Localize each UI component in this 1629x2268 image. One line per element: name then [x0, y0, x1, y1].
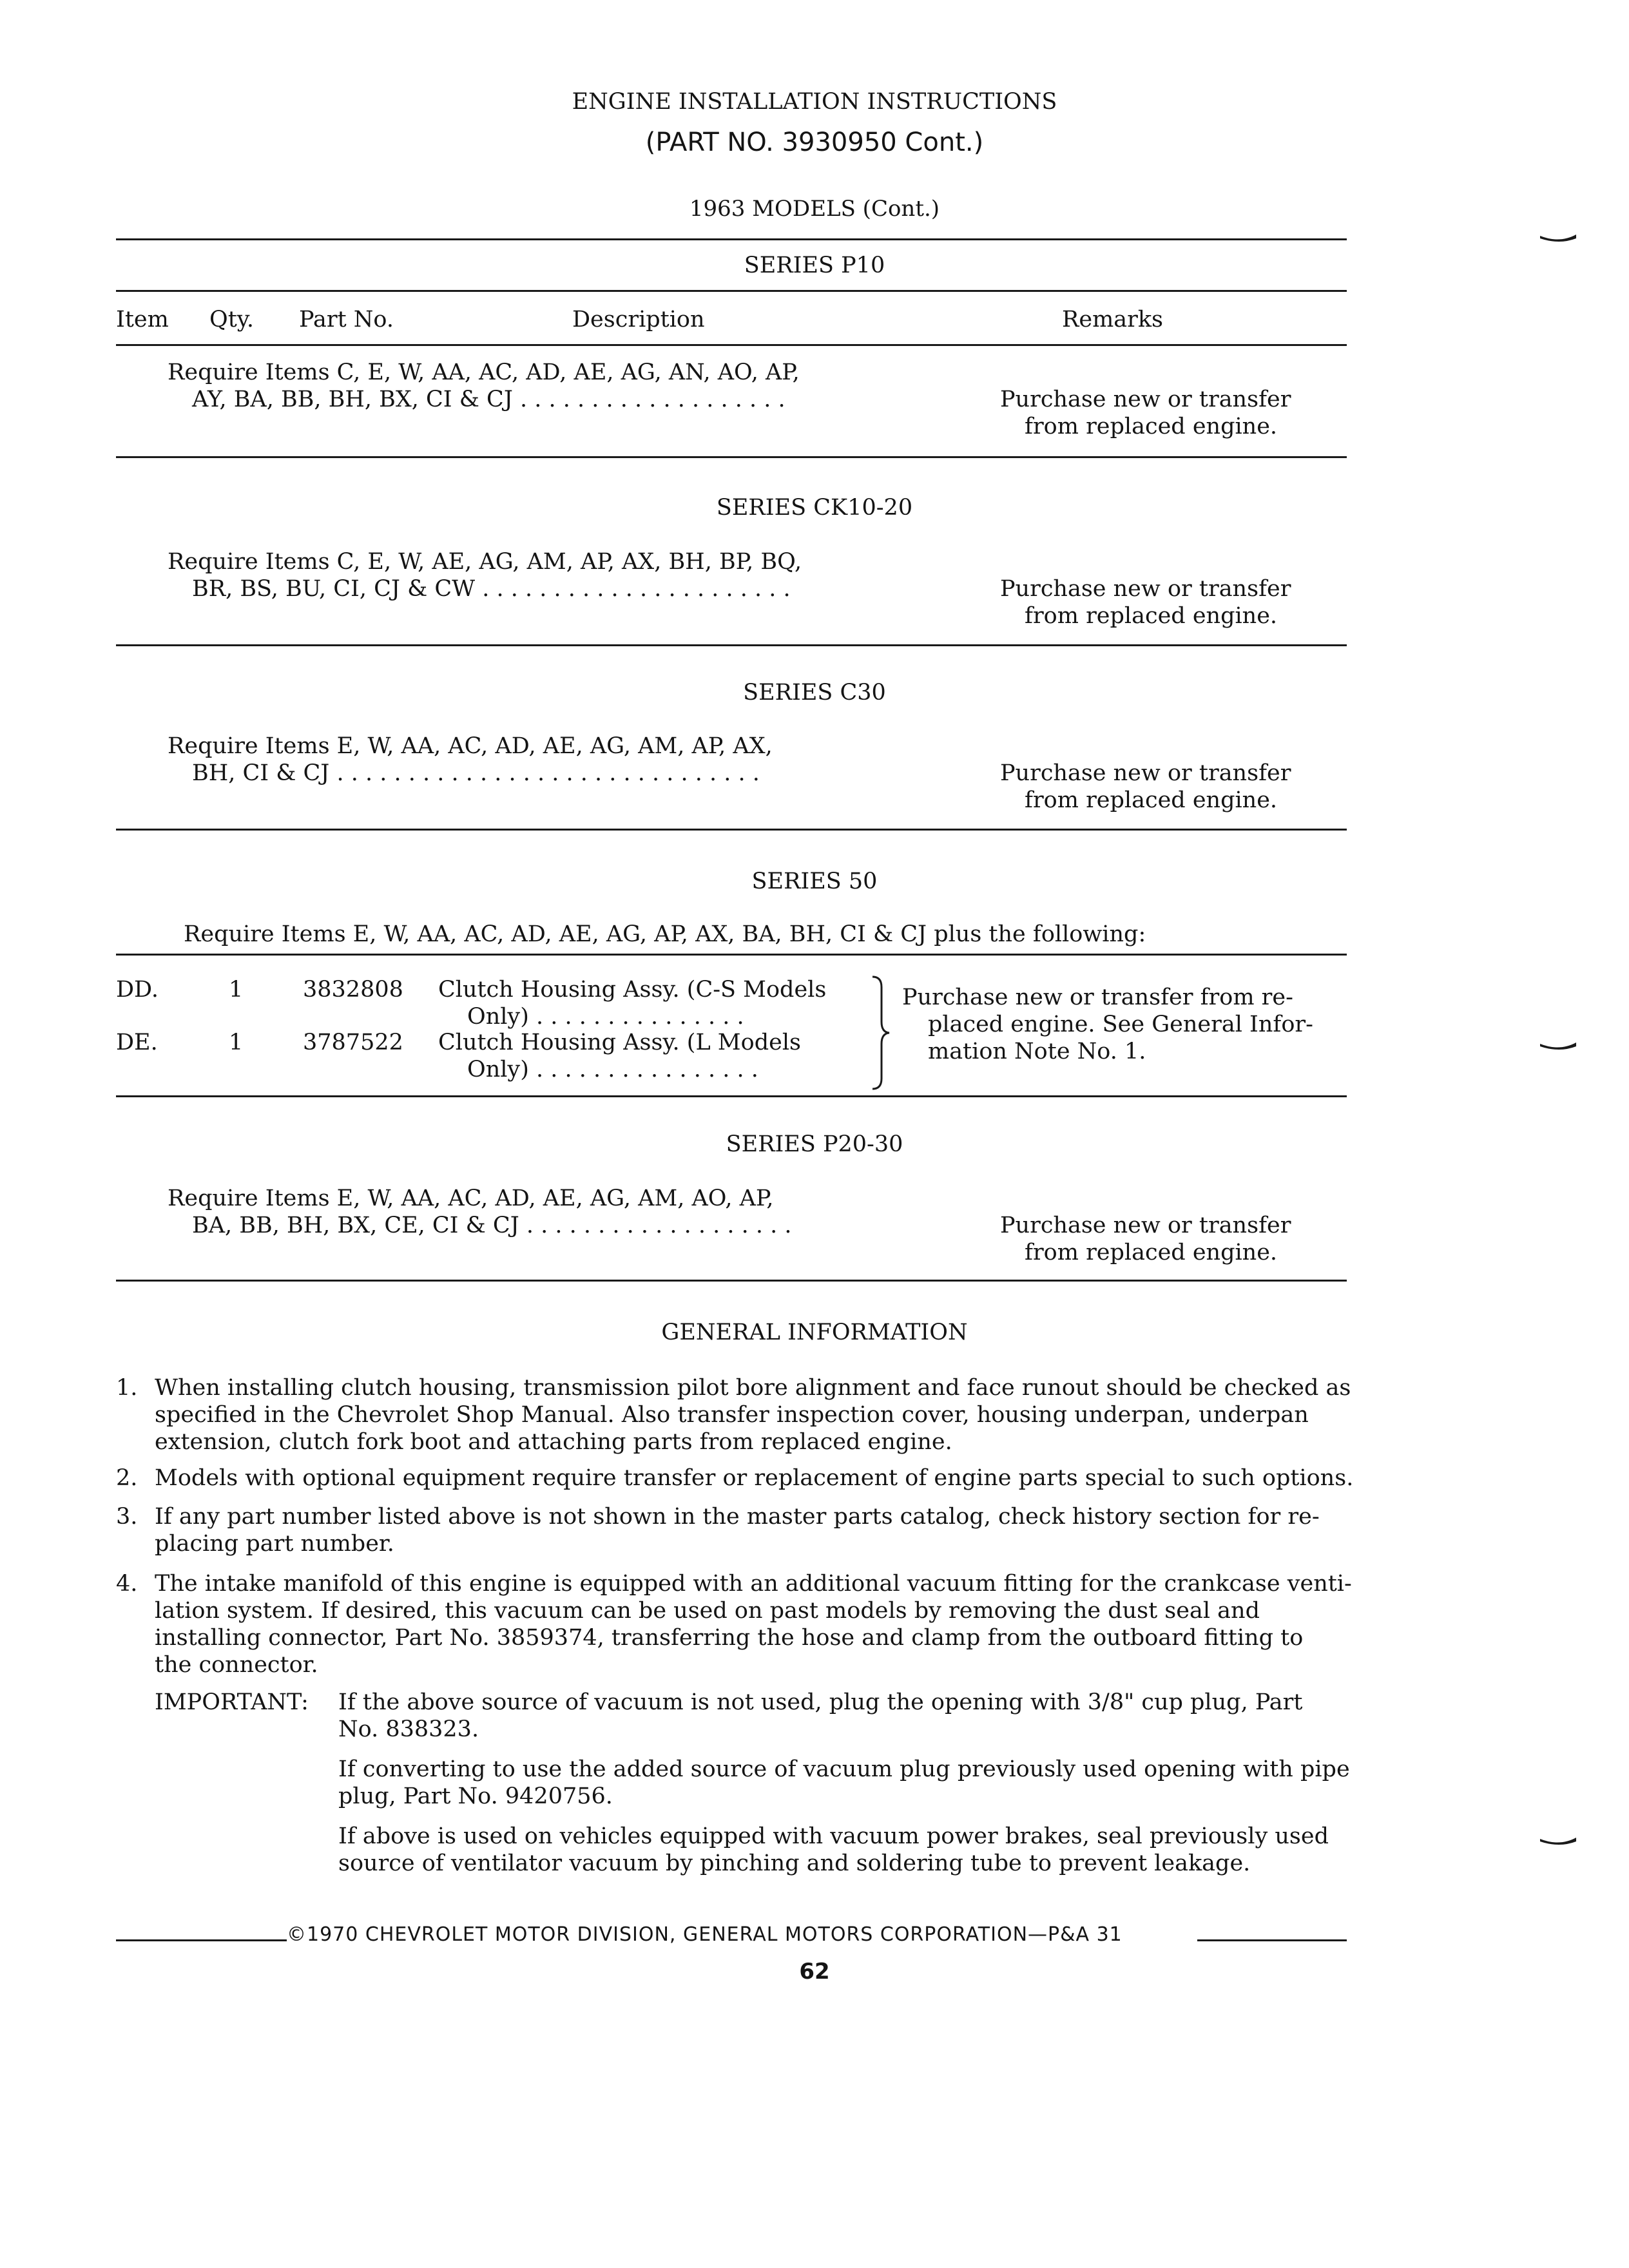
note-2-line1: Models with optional equipment require transfer or replacement of engine parts special to such options.: [155, 1465, 1354, 1491]
column-header-part-no: Part No.: [299, 307, 394, 332]
footer-rule-left: [116, 1939, 287, 1941]
series-p10-remark-line2: from replaced engine.: [1025, 414, 1278, 439]
general-info-title: GENERAL INFORMATION: [661, 1320, 968, 1345]
series-p10-require-line1: Require Items C, E, W, AA, AC, AD, AE, AG, AN, AO, AP,: [168, 360, 800, 385]
divider: [116, 344, 1347, 346]
edge-mark: [1540, 233, 1577, 245]
note-4-line2: lation system. If desired, this vacuum can be used on past models by removing the dust seal and: [155, 1598, 1260, 1624]
series-50-row-dd-qty: 1: [229, 977, 244, 1003]
divider: [116, 1280, 1347, 1282]
series-ck10-remark-line2: from replaced engine.: [1025, 603, 1278, 629]
divider: [116, 829, 1347, 831]
part-number-heading: (PART NO. 3930950 Cont.): [645, 128, 984, 157]
edge-mark: [1540, 1836, 1577, 1848]
series-ck10-require-line2: BR, BS, BU, CI, CJ & CW . . . . . . . . . . . . . . . . . . . . . .: [192, 576, 791, 602]
series-c30-require-line2: BH, CI & CJ . . . . . . . . . . . . . . . . . . . . . . . . . . . . . .: [192, 760, 760, 786]
series-p10-require-line2: AY, BA, BB, BH, BX, CI & CJ . . . . . . . . . . . . . . . . . . .: [192, 387, 786, 412]
series-p10-title: SERIES P10: [744, 253, 885, 278]
series-p20-remark-line2: from replaced engine.: [1025, 1240, 1278, 1265]
series-50-row-de-desc2: Only) . . . . . . . . . . . . . . . .: [467, 1057, 758, 1082]
important-3-line2: source of ventilator vacuum by pinching and soldering tube to prevent leakage.: [338, 1850, 1251, 1876]
note-number: 3.: [116, 1504, 138, 1530]
series-50-remark-line3: mation Note No. 1.: [928, 1039, 1146, 1064]
important-label: IMPORTANT:: [155, 1689, 309, 1715]
divider: [116, 1095, 1347, 1097]
note-1-line1: When installing clutch housing, transmission pilot bore alignment and face runout should be checked as: [155, 1375, 1351, 1401]
note-1-line2: specified in the Chevrolet Shop Manual. Also transfer inspection cover, housing underpan, underpan: [155, 1402, 1309, 1428]
note-3-line2: placing part number.: [155, 1531, 394, 1557]
series-50-title: SERIES 50: [751, 869, 878, 894]
important-2-line1: If converting to use the added source of vacuum plug previously used opening with pipe: [338, 1756, 1350, 1782]
series-p10-remark-line1: Purchase new or transfer: [1000, 387, 1291, 412]
edge-mark: [1540, 1041, 1577, 1053]
important-3-line1: If above is used on vehicles equipped with vacuum power brakes, seal previously used: [338, 1823, 1329, 1849]
series-50-remark-line1: Purchase new or transfer from re-: [902, 985, 1293, 1010]
column-header-description: Description: [572, 307, 705, 332]
doc-title: ENGINE INSTALLATION INSTRUCTIONS: [572, 89, 1057, 115]
series-50-remark-line2: placed engine. See General Infor-: [928, 1012, 1313, 1037]
series-c30-remark-line2: from replaced engine.: [1025, 787, 1278, 813]
series-ck10-remark-line1: Purchase new or transfer: [1000, 576, 1291, 602]
footer-rule-right: [1197, 1939, 1347, 1941]
series-ck10-title: SERIES CK10-20: [716, 495, 913, 521]
series-p20-require-line1: Require Items E, W, AA, AC, AD, AE, AG, AM, AO, AP,: [168, 1186, 774, 1211]
series-50-row-dd-item: DD.: [116, 977, 159, 1003]
series-c30-require-line1: Require Items E, W, AA, AC, AD, AE, AG, AM, AP, AX,: [168, 733, 773, 759]
column-header-remarks: Remarks: [1062, 307, 1164, 332]
series-c30-title: SERIES C30: [743, 680, 886, 706]
series-50-row-de-item: DE.: [116, 1030, 158, 1055]
note-3-line1: If any part number listed above is not shown in the master parts catalog, check history section for re-: [155, 1504, 1320, 1530]
column-header-item: Item: [116, 307, 169, 332]
note-1-line3: extension, clutch fork boot and attaching parts from replaced engine.: [155, 1429, 952, 1455]
note-number: 1.: [116, 1375, 138, 1401]
note-4-line1: The intake manifold of this engine is equipped with an additional vacuum fitting for the crankcase venti-: [155, 1571, 1352, 1597]
divider: [116, 954, 1347, 956]
footer-copyright: ©1970 CHEVROLET MOTOR DIVISION, GENERAL MOTORS CORPORATION—P&A 31: [287, 1923, 1123, 1946]
column-header-qty: Qty.: [209, 307, 255, 332]
series-50-row-dd-desc1: Clutch Housing Assy. (C-S Models: [438, 977, 827, 1003]
note-number: 2.: [116, 1465, 138, 1491]
series-50-row-de-qty: 1: [229, 1030, 244, 1055]
divider: [116, 238, 1347, 240]
series-50-row-dd-desc2: Only) . . . . . . . . . . . . . . .: [467, 1004, 744, 1030]
series-50-row-dd-part: 3832808: [303, 977, 403, 1003]
important-2-line2: plug, Part No. 9420756.: [338, 1783, 613, 1809]
brace-mark: [863, 973, 902, 1093]
note-number: 4.: [116, 1571, 138, 1597]
divider: [116, 290, 1347, 292]
series-p20-require-line2: BA, BB, BH, BX, CE, CI & CJ . . . . . . . . . . . . . . . . . . .: [192, 1213, 792, 1238]
series-50-require: Require Items E, W, AA, AC, AD, AE, AG, AP, AX, BA, BH, CI & CJ plus the following:: [184, 921, 1146, 947]
series-50-row-de-part: 3787522: [303, 1030, 403, 1055]
series-p20-title: SERIES P20-30: [726, 1131, 903, 1157]
models-heading: 1963 MODELS (Cont.): [689, 196, 940, 222]
series-c30-remark-line1: Purchase new or transfer: [1000, 760, 1291, 786]
note-4-line3: installing connector, Part No. 3859374, transferring the hose and clamp from the outboard fitting to: [155, 1625, 1304, 1651]
important-1-line1: If the above source of vacuum is not used, plug the opening with 3/8" cup plug, Part: [338, 1689, 1303, 1715]
important-1-line2: No. 838323.: [338, 1716, 479, 1742]
series-ck10-require-line1: Require Items C, E, W, AE, AG, AM, AP, AX, BH, BP, BQ,: [168, 549, 802, 575]
note-4-line4: the connector.: [155, 1652, 318, 1678]
page-number: 62: [799, 1959, 830, 1984]
divider: [116, 456, 1347, 458]
series-p20-remark-line1: Purchase new or transfer: [1000, 1213, 1291, 1238]
series-50-row-de-desc1: Clutch Housing Assy. (L Models: [438, 1030, 801, 1055]
divider: [116, 644, 1347, 646]
